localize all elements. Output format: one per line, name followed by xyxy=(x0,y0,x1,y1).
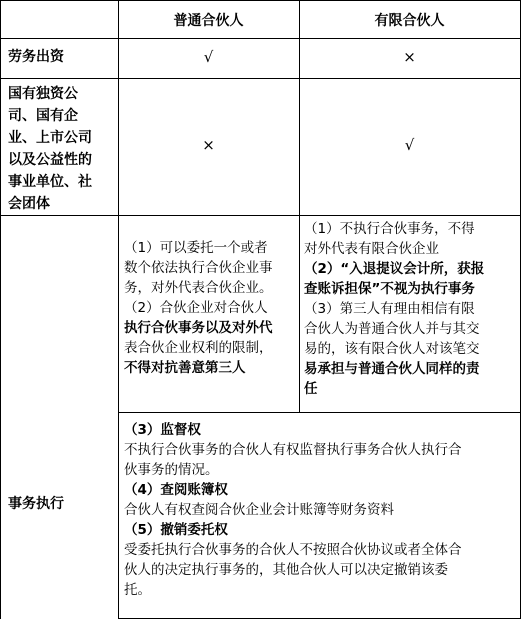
cross-icon: × xyxy=(403,48,416,66)
row-divider xyxy=(0,78,521,79)
revoke-title: （5）撤销委托权 xyxy=(124,522,228,538)
check-icon: √ xyxy=(404,136,415,154)
header-limited-partner: 有限合伙人 xyxy=(374,13,445,29)
row-divider xyxy=(118,412,521,413)
inspect-title: （4）查阅账簿权 xyxy=(124,482,228,498)
table-border-top xyxy=(0,0,521,1)
table-border-right xyxy=(520,0,521,619)
check-icon: √ xyxy=(203,48,214,66)
general-affairs-text: （1）可以委托一个或者 数个依法执行合伙企业事 务，对外代表合伙企业。 （2）合伙企业对合伙人 执行合伙事务以及对外代 表合伙企业权利的限制， 不得对抗善意第三人 xyxy=(124,240,273,376)
header-divider xyxy=(0,38,521,39)
supervise-title: （3）监督权 xyxy=(124,422,201,438)
table-border-left xyxy=(0,0,1,619)
cross-icon: × xyxy=(202,136,215,154)
column-divider xyxy=(118,0,119,619)
shared-rights-text: （3）监督权 不执行合伙事务的合伙人有权监督执行事务合伙人执行合 伙事务的情况。 （4）查阅账簿权 合伙人有权查阅合伙企业会计账簿等财务资料 （5）撤销委托权 受委托执行合伙事务的合伙人不按照合伙协议或者全体合 伙人的决定执行事务的，其他合伙人可以决定撤销该委 托。 xyxy=(124,422,462,598)
header-general-partner: 普通合伙人 xyxy=(173,13,244,29)
limited-affairs-text: （1）不执行合伙事务，不得 对外代表有限合伙企业 （2）“入退提议会计所，获报 查账诉担保”不视为执行事务 （3）第三人有理由相信有限 合伙人为普通合伙人并与其交 易的，该有限合伙人对该笔交 易承担与普通合伙人同样的责 任 xyxy=(304,221,485,397)
row-label-state-owned: 国有独资公 司、国有企 业、上市公司 以及公益性的 事业单位、社 会团体 xyxy=(8,86,92,212)
row-label-labor: 劳务出资 xyxy=(8,49,64,65)
row-label-affairs: 事务执行 xyxy=(8,496,64,512)
row-divider xyxy=(0,215,521,216)
